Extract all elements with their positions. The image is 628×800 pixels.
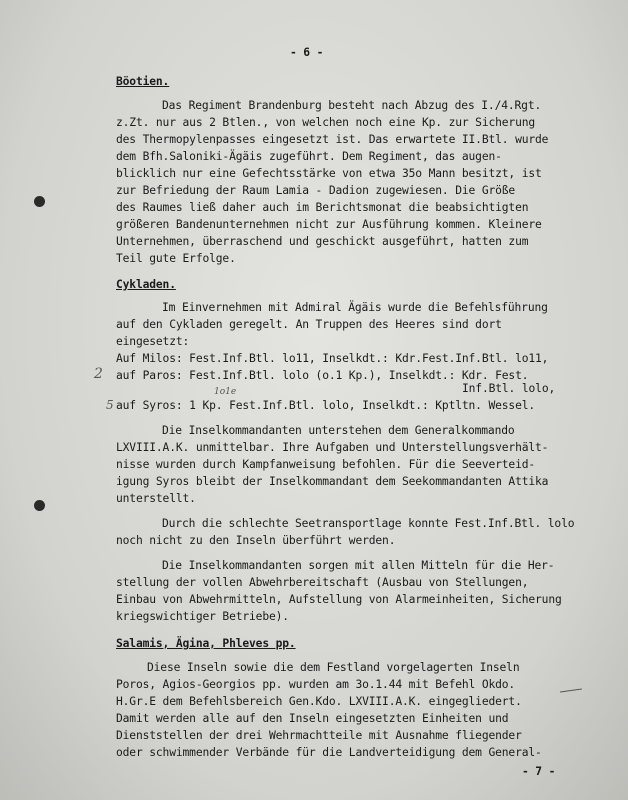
page-number: - 6 - <box>290 46 324 59</box>
text-line: Diese Inseln sowie die dem Festland vorgelagerten Inseln <box>147 661 520 674</box>
text-line: Das Regiment Brandenburg besteht nach Abzug des I./4.Rgt. <box>162 99 542 112</box>
text-line: Die Inselkommandanten unterstehen dem Generalkommando <box>162 424 515 437</box>
text-line: Inf.Btl. lolo, <box>462 382 556 395</box>
text-line: Auf Milos: Fest.Inf.Btl. lo11, Inselkdt.: Kdr.Fest.Inf.Btl. lo11, <box>116 352 549 365</box>
text-line: oder schwimmender Verbände für die Landverteidigung dem General- <box>116 746 542 759</box>
punch-hole-top <box>34 196 45 207</box>
text-line: Einbau von Abwehrmitteln, Aufstellung von Alarmeinheiten, Sicherung <box>116 593 562 606</box>
section-heading: Böotien. <box>116 75 170 88</box>
text-line: auf Paros: Fest.Inf.Btl. lolo (o.1 Kp.), Inselkdt.: Kdr. Fest. <box>116 369 529 382</box>
text-line: H.Gr.E dem Befehlsbereich Gen.Kdo. LXVIII.A.K. eingegliedert. <box>116 695 522 708</box>
text-line: Poros, Agios-Georgios pp. wurden am 3o.1.44 mit Befehl Okdo. <box>116 678 516 691</box>
text-line: blicklich nur eine Gefechtsstärke von etwa 35o Mann besitzt, ist <box>116 167 542 180</box>
text-line: Damit werden alle auf den Inseln eingesetzten Einheiten und <box>116 712 509 725</box>
text-line: nisse wurden durch Kampfanweisung befohlen. Für die Seeverteid- <box>116 458 536 471</box>
text-line: noch nicht zu den Inseln überführt werden. <box>116 534 396 547</box>
next-page-marker: - 7 - <box>522 765 556 778</box>
text-line: igung Syros bleibt der Inselkommandant dem Seekommandanten Attika <box>116 475 549 488</box>
text-line: Im Einvernehmen mit Admiral Ägäis wurde die Befehlsführung <box>162 301 548 314</box>
margin-mark: 5 <box>106 398 114 412</box>
text-line: Teil gute Erfolge. <box>116 252 236 265</box>
text-line: dem Bfh.Saloniki-Ägäis zugeführt. Dem Regiment, das augen- <box>116 150 502 163</box>
text-line: des Thermopylenpasses eingesetzt ist. Das erwartete II.Btl. wurde <box>116 133 549 146</box>
text-line: unterstellt. <box>116 492 196 505</box>
text-line: stellung der vollen Abwehrbereitschaft (Ausbau von Stellungen, <box>116 576 529 589</box>
margin-number: 2 <box>94 366 103 382</box>
text-line: größeren Bandenunternehmen nicht zur Ausführung kommen. Kleinere <box>116 218 542 231</box>
section-heading: Salamis, Ägina, Phleves pp. <box>116 637 296 650</box>
section-heading: Cykladen. <box>116 278 176 291</box>
pencil-mark <box>560 688 582 692</box>
text-line: z.Zt. nur aus 2 Btlen., von welchen noch eine Kp. zur Sicherung <box>116 116 536 129</box>
text-line: LXVIII.A.K. unmittelbar. Ihre Aufgaben und Unterstellungsverhält- <box>116 441 549 454</box>
text-line: Durch die schlechte Seetransportlage konnte Fest.Inf.Btl. lolo <box>162 517 575 530</box>
text-line: Unternehmen, überraschend und geschickt ausgeführt, hatten zum <box>116 235 529 248</box>
text-line: Die Inselkommandanten sorgen mit allen Mitteln für die Her- <box>162 559 555 572</box>
text-line: des Raumes ließ daher auch im Berichtsmonat die beabsichtigten <box>116 201 529 214</box>
text-line: zur Befriedung der Raum Lamia - Dadion zugewiesen. Die Größe <box>116 184 516 197</box>
text-line: eingesetzt: <box>116 335 190 348</box>
text-line: Dienststellen der drei Wehrmachtteile mit Ausnahme fliegender <box>116 729 522 742</box>
text-line: kriegswichtiger Betriebe). <box>116 610 289 623</box>
insert-note: 1o1e <box>214 387 237 397</box>
text-line: auf Syros: 1 Kp. Fest.Inf.Btl. lolo, Inselkdt.: Kptltn. Wessel. <box>116 399 536 412</box>
punch-hole-bottom <box>34 500 45 511</box>
text-line: auf den Cykladen geregelt. An Truppen des Heeres sind dort <box>116 318 502 331</box>
